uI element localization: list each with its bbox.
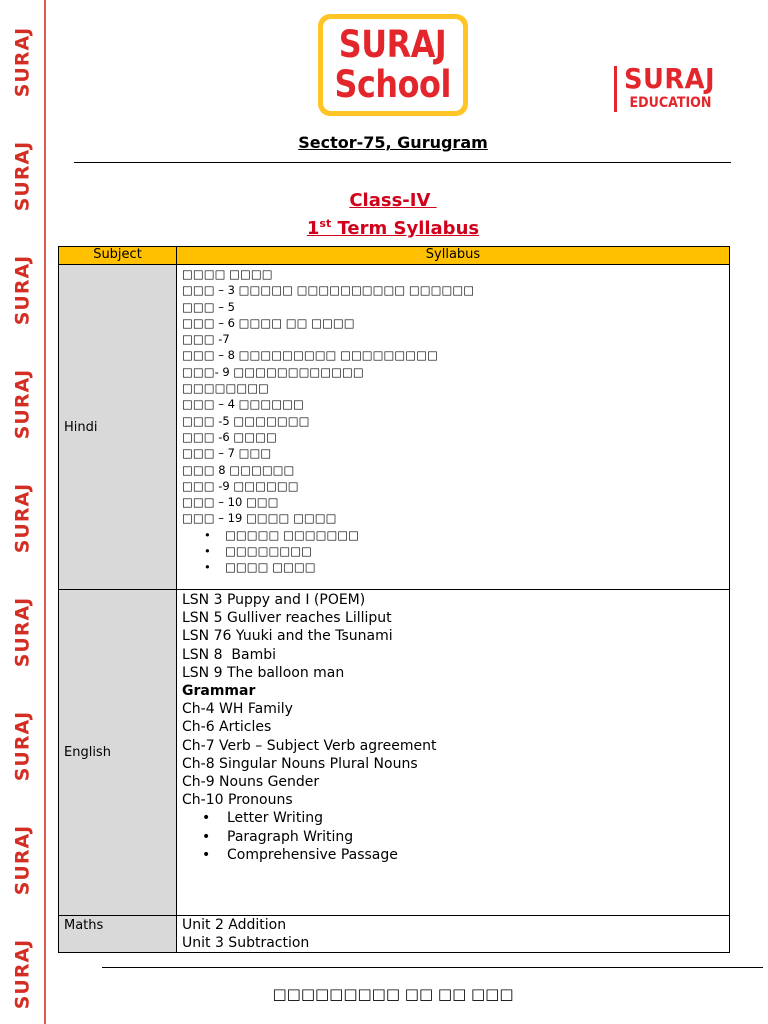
list-item: Ch-7 Verb – Subject Verb agreement	[182, 737, 437, 754]
bullet-item: • □□□□ □□□□	[182, 559, 729, 575]
header-divider	[74, 162, 731, 163]
bullet-item: • □□□□□□□□	[182, 543, 729, 559]
list-item: LSN 9 The balloon man	[182, 664, 345, 681]
list-item: Ch-10 Pronouns	[182, 792, 293, 809]
list-item: □□□ 8 □□□□□□	[182, 462, 295, 477]
watermark-word: SURAJ	[11, 368, 33, 440]
suraj-education-logo: SURAJ EDUCATION	[612, 64, 728, 114]
list-item: □□□- 9 □□□□□□□□□□□□	[182, 364, 364, 379]
list-item: LSN 8 Bambi	[182, 646, 277, 663]
bullet-item: • Letter Writing	[182, 809, 729, 827]
side-watermark-strip	[0, 0, 46, 1024]
list-item: □□□ – 8 □□□□□□□□□ □□□□□□□□□	[182, 348, 438, 363]
subject-cell: Maths	[59, 916, 177, 953]
table-row-hindi	[59, 265, 730, 590]
column-header-subject: Subject	[59, 247, 177, 265]
list-item: □□□ – 19 □□□□ □□□□	[182, 511, 337, 526]
list-item: □□□ – 4 □□□□□□	[182, 397, 304, 412]
list-item: □□□ -7	[182, 332, 230, 347]
list-item: □□□ – 5	[182, 299, 235, 314]
watermark-word: SURAJ	[11, 938, 33, 1010]
list-item: □□□ – 7 □□□	[182, 446, 272, 461]
list-item: □□□□ □□□□	[182, 267, 273, 281]
list-item: Unit 3 Subtraction	[182, 934, 310, 951]
subject-cell: Hindi	[59, 265, 177, 590]
footer-text: □□□□□□□□□ □□ □□ □□□	[272, 985, 514, 1003]
column-header-syllabus: Syllabus	[177, 247, 730, 265]
list-item: Ch-8 Singular Nouns Plural Nouns	[182, 755, 418, 772]
list-item: LSN 3 Puppy and I (POEM)	[182, 592, 366, 608]
grammar-heading: Grammar	[182, 683, 256, 700]
bullet-item: • Paragraph Writing	[182, 828, 729, 846]
term-title: 1st Term Syllabus	[306, 217, 480, 239]
syllabus-table	[58, 246, 730, 953]
watermark-word: SURAJ	[11, 482, 33, 554]
list-item: □□□ – 6 □□□□ □□ □□□□	[182, 315, 355, 330]
bullet-item: • Comprehensive Passage	[182, 846, 729, 864]
syllabus-cell	[177, 265, 730, 590]
list-item: Ch-9 Nouns Gender	[182, 774, 320, 791]
list-item: □□□ -6 □□□□	[182, 429, 277, 444]
list-item: □□□ -9 □□□□□□	[182, 478, 299, 493]
table-row-maths	[59, 916, 730, 953]
watermark-word: SURAJ	[11, 596, 33, 668]
watermark-word: SURAJ	[11, 710, 33, 782]
list-item: □□□ – 10 □□□	[182, 495, 279, 510]
table-header-row	[59, 247, 730, 265]
list-item: □□□ -5 □□□□□□□	[182, 413, 310, 428]
table-row-english	[59, 590, 730, 916]
footer-divider	[102, 967, 763, 968]
subject-cell: English	[59, 590, 177, 916]
syllabus-cell	[177, 916, 730, 953]
list-item: Unit 2 Addition	[182, 917, 287, 933]
bullet-item: • □□□□□ □□□□□□□	[182, 527, 729, 543]
school-address: Sector-75, Gurugram	[298, 133, 488, 152]
list-item: LSN 5 Gulliver reaches Lilliput	[182, 610, 392, 627]
list-item: Ch-4 WH Family	[182, 701, 293, 718]
suraj-school-logo: SURAJ School	[318, 14, 468, 116]
class-title: Class-IV	[349, 190, 437, 211]
syllabus-cell	[177, 590, 730, 916]
list-item: □□□□□□□□	[182, 381, 269, 396]
list-item: Ch-6 Articles	[182, 719, 272, 736]
list-item: LSN 76 Yuuki and the Tsunami	[182, 628, 393, 645]
watermark-word: SURAJ	[11, 140, 33, 212]
watermark-word: SURAJ	[11, 824, 33, 896]
watermark-word: SURAJ	[11, 254, 33, 326]
watermark-word: SURAJ	[11, 26, 33, 98]
list-item: □□□ – 3 □□□□□ □□□□□□□□□□ □□□□□□	[182, 283, 475, 298]
